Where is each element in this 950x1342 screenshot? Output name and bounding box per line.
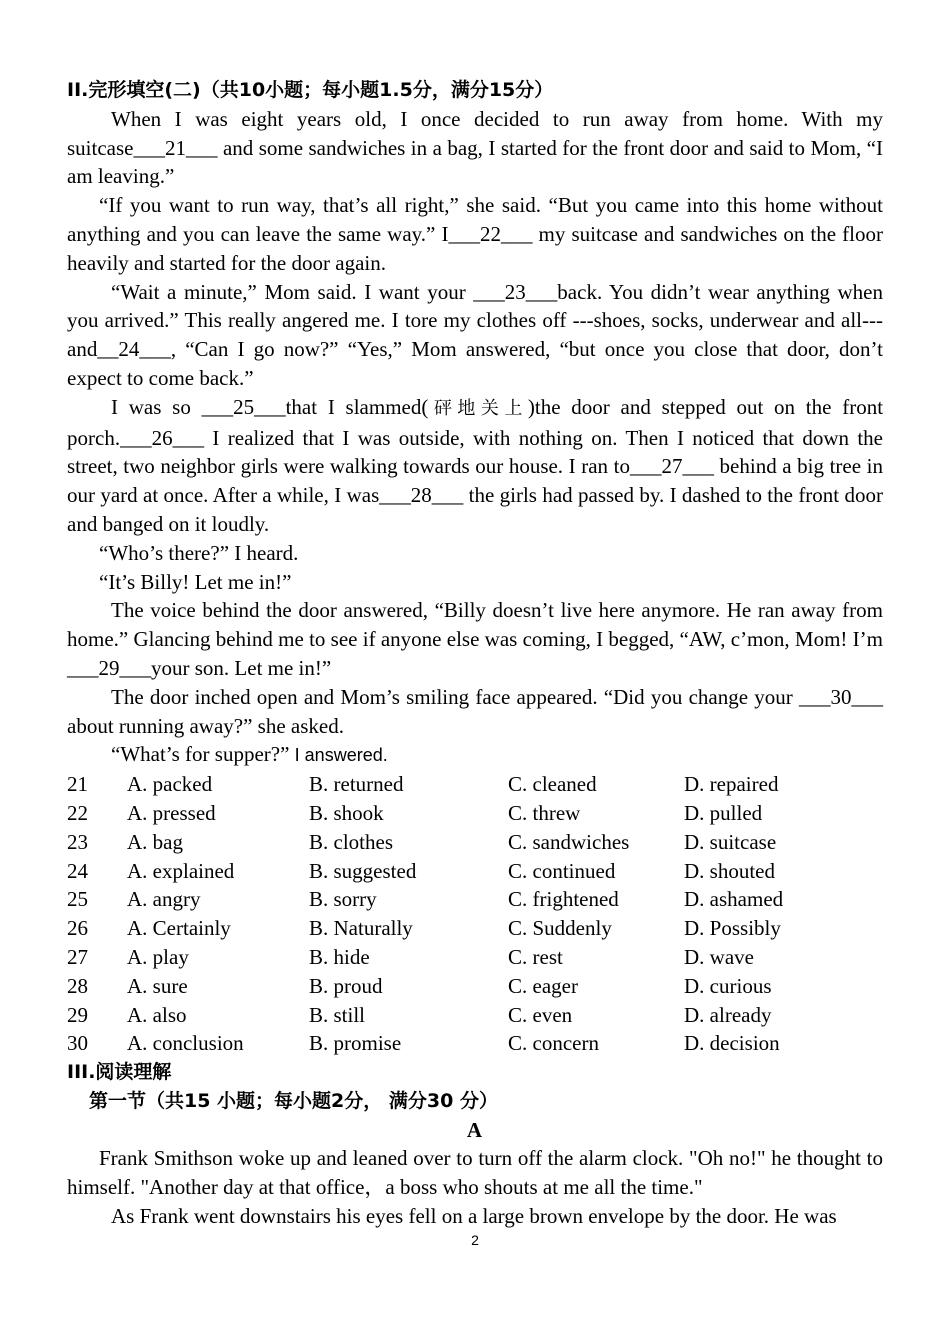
option-a: A. bag xyxy=(127,829,183,854)
question-number: 21 xyxy=(67,772,88,797)
option-d: D. suitcase xyxy=(684,829,777,854)
reading-paragraph-2: As Frank went downstairs his eyes fell on a large brown envelope by the door. He was xyxy=(111,1204,837,1229)
option-row xyxy=(67,770,883,799)
cloze-paragraph-4 xyxy=(67,393,883,539)
question-number: 28 xyxy=(67,973,88,998)
option-d: D. wave xyxy=(684,944,754,969)
option-b: B. still xyxy=(309,1002,366,1027)
options-table xyxy=(67,770,883,1058)
question-number: 25 xyxy=(67,887,88,912)
option-d: D. ashamed xyxy=(684,887,784,912)
option-b: B. Naturally xyxy=(309,916,413,941)
option-row xyxy=(67,828,883,857)
cloze-paragraph-2: “If you want to run way, that’s all right,” she said. “But you came into this home without anything and you can leave the same way.” I___22___ my suitcase and sandwiches on the floor heavily and started for the door again. xyxy=(67,193,883,275)
option-c: C. eager xyxy=(508,973,578,998)
cloze-paragraph-9-tail: I answered. xyxy=(294,745,388,766)
option-c: C. sandwiches xyxy=(508,829,630,854)
option-a: A. explained xyxy=(127,858,235,883)
option-row xyxy=(67,799,883,828)
question-number: 24 xyxy=(67,858,88,883)
option-a: A. conclusion xyxy=(127,1031,244,1056)
option-b: B. returned xyxy=(309,772,404,797)
question-number: 23 xyxy=(67,829,88,854)
option-b: B. promise xyxy=(309,1031,402,1056)
option-d: D. decision xyxy=(684,1031,780,1056)
option-a: A. also xyxy=(127,1002,187,1027)
cloze-paragraph-9-quote: “What’s for supper?” xyxy=(111,742,290,767)
passage-title: A xyxy=(466,1117,483,1142)
question-number: 22 xyxy=(67,800,88,825)
question-number: 29 xyxy=(67,1002,88,1027)
page-number: 2 xyxy=(471,1232,479,1248)
cloze-paragraph-1: When I was eight years old, I once decided to run away from home. With my suitcase___21___ and some sandwiches in a bag, I started for the front door and said to Mom, “I am leaving.” xyxy=(67,106,883,189)
option-b: B. clothes xyxy=(309,829,393,854)
option-row xyxy=(67,914,883,943)
option-row xyxy=(67,885,883,914)
option-d: D. pulled xyxy=(684,800,763,825)
chinese-gloss: 砰地关上 xyxy=(428,397,528,419)
option-row xyxy=(67,1029,883,1058)
cloze-paragraph-4-start: ___25___that I slammed( xyxy=(201,394,429,419)
cloze-paragraph-7: The voice behind the door answered, “Billy doesn’t live here anymore. He ran away from home.” Glancing behind me to see if anyone else was coming, I begged, “AW, c’mon, Mom! I’m ___29___your son. Let me in!” xyxy=(67,598,883,680)
cloze-paragraph-9 xyxy=(67,740,883,770)
page-content xyxy=(67,76,883,1231)
section-heading-cloze: II.完形填空(二)（共10小题；每小题1.5分，满分15分） xyxy=(67,79,554,101)
option-d: D. shouted xyxy=(684,858,775,883)
option-row xyxy=(67,972,883,1001)
section-subheading-reading: 第一节（共15 小题；每小题2分， 满分30 分） xyxy=(89,1089,498,1112)
option-c: C. threw xyxy=(508,800,581,825)
option-d: D. curious xyxy=(684,973,772,998)
cloze-paragraph-8: The door inched open and Mom’s smiling face appeared. “Did you change your ___30___ about running away?” she asked. xyxy=(67,684,883,738)
option-a: A. angry xyxy=(127,887,201,912)
option-a: A. sure xyxy=(127,973,188,998)
option-c: C. even xyxy=(508,1002,573,1027)
section-heading-reading: III.阅读理解 xyxy=(67,1061,172,1084)
reading-paragraph-1: Frank Smithson woke up and leaned over to turn off the alarm clock. "Oh no!" he thought to himself. "Another day at that office，a boss who shouts at me all the time." xyxy=(67,1146,883,1200)
option-b: B. shook xyxy=(309,800,384,825)
option-c: C. concern xyxy=(508,1031,599,1056)
option-c: C. rest xyxy=(508,944,563,969)
question-number: 27 xyxy=(67,944,88,969)
cloze-paragraph-6: “It’s Billy! Let me in!” xyxy=(99,569,292,594)
option-d: D. already xyxy=(684,1002,772,1027)
option-c: C. Suddenly xyxy=(508,916,612,941)
option-b: B. sorry xyxy=(309,887,377,912)
cloze-paragraph-4-lead: I was so xyxy=(111,394,202,419)
question-number: 26 xyxy=(67,916,88,941)
cloze-paragraph-5: “Who’s there?” I heard. xyxy=(99,540,299,565)
cloze-paragraph-4-rest: )the door and stepped out on the front porch.___26___ I realized that I was outside, with nothing on. Then I noticed that down the street, two neighbor girls were walking towards our house. I ran to___27___ behind a big tree in our yard at once. After a while, I was___28___ the girls had passed by. I dashed to the front door and banged on it loudly. xyxy=(67,394,884,536)
option-c: C. continued xyxy=(508,858,616,883)
cloze-paragraph-3: “Wait a minute,” Mom said. I want your ___23___back. You didn’t wear anything when you arrived.” This really angered me. I tore my clothes off ---shoes, socks, underwear and all---and__24___, “Can I go now?” “Yes,” Mom answered, “but once you close that door, don’t expect to come back.” xyxy=(67,279,883,390)
question-number: 30 xyxy=(67,1031,88,1056)
option-a: A. Certainly xyxy=(127,916,231,941)
options-body xyxy=(67,770,883,1058)
option-d: D. Possibly xyxy=(684,916,781,941)
option-row xyxy=(67,1001,883,1030)
option-c: C. cleaned xyxy=(508,772,597,797)
option-b: B. suggested xyxy=(309,858,417,883)
option-d: D. repaired xyxy=(684,772,779,797)
option-a: A. play xyxy=(127,944,189,969)
option-b: B. hide xyxy=(309,944,370,969)
option-row xyxy=(67,857,883,886)
option-c: C. frightened xyxy=(508,887,619,912)
option-a: A. packed xyxy=(127,772,213,797)
option-row xyxy=(67,943,883,972)
option-b: B. proud xyxy=(309,973,383,998)
option-a: A. pressed xyxy=(127,800,216,825)
